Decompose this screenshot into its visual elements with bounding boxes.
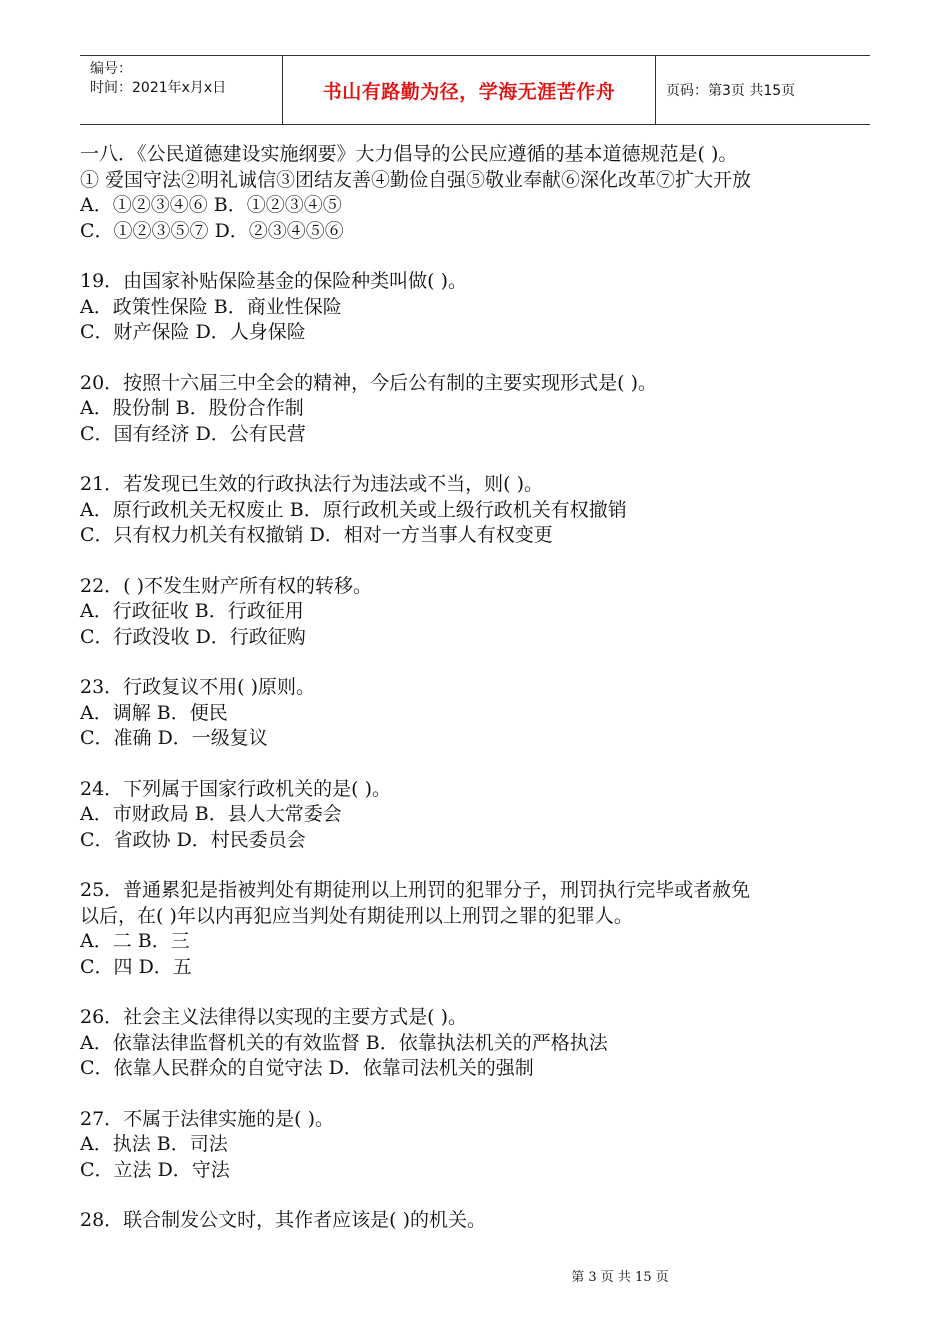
- question-line: A．股份制 B．股份合作制: [80, 397, 304, 419]
- header-motto: 书山有路勤为径，学海无涯苦作舟: [283, 56, 656, 124]
- question-line: A．①②③④⑥ B．①②③④⑤: [80, 194, 342, 216]
- question-list: [80, 142, 880, 1259]
- question-stem: 27．不属于法律实施的是( )。: [80, 1107, 335, 1130]
- question-line: A．市财政局 B．县人大常委会: [80, 803, 342, 825]
- question-line: C．①②③⑤⑦ D．②③④⑤⑥: [80, 219, 344, 242]
- question-block: [80, 1005, 880, 1082]
- question-stem: 23．行政复议不用( )原则。: [80, 676, 316, 698]
- page-footer: 第 3 页 共 15 页: [571, 1270, 669, 1285]
- document-number-label: 编号：: [90, 61, 132, 77]
- question-stem: 一八．《公民道德建设实施纲要》大力倡导的公民应遵循的基本道德规范是( )。: [80, 143, 738, 165]
- question-stem: 25．普通累犯是指被判处有期徒刑以上刑罚的犯罪分子，刑罚执行完毕或者赦免: [80, 879, 751, 901]
- question-line: C．立法 D．守法: [80, 1158, 230, 1181]
- question-block: [80, 574, 880, 651]
- header-page-info: 页码：第3页 共15页: [666, 83, 796, 99]
- question-line: A．行政征收 B．行政征用: [80, 600, 304, 622]
- question-line: A．原行政机关无权废止 B．原行政机关或上级行政机关有权撤销: [80, 498, 627, 521]
- question-block: [80, 472, 880, 549]
- question-line: A．执法 B．司法: [80, 1133, 228, 1155]
- question-line: C．四 D．五: [80, 955, 192, 978]
- question-line: A．二 B．三: [80, 930, 190, 952]
- question-line: ① 爱国守法②明礼诚信③团结友善④勤俭自强⑤敬业奉献⑥深化改革⑦扩大开放: [80, 168, 752, 191]
- question-line: C．只有权力机关有权撤销 D．相对一方当事人有权变更: [80, 524, 553, 546]
- question-line: C．财产保险 D．人身保险: [80, 321, 306, 343]
- question-line: C．准确 D．一级复议: [80, 727, 268, 749]
- question-stem: 21．若发现已生效的行政执法行为违法或不当，则( )。: [80, 473, 544, 495]
- question-stem: 20．按照十六届三中全会的精神，今后公有制的主要实现形式是( )。: [80, 371, 658, 394]
- header-meta: [80, 56, 283, 124]
- page-header: [80, 55, 870, 125]
- question-line: C．依靠人民群众的自觉守法 D．依靠司法机关的强制: [80, 1057, 534, 1079]
- question-block: [80, 1208, 880, 1234]
- question-block: [80, 675, 880, 752]
- question-stem: 22．( )不发生财产所有权的转移。: [80, 574, 373, 597]
- question-line: C．行政没收 D．行政征购: [80, 625, 306, 648]
- question-block: [80, 878, 880, 980]
- question-stem: 26．社会主义法律得以实现的主要方式是( )。: [80, 1006, 468, 1028]
- question-block: [80, 371, 880, 448]
- question-line: C．省政协 D．村民委员会: [80, 828, 306, 851]
- document-time-label: 时间：2021年x月x日: [90, 80, 227, 96]
- question-line: 以后，在( )年以内再犯应当判处有期徒刑以上刑罚之罪的犯罪人。: [80, 904, 633, 927]
- question-block: [80, 777, 880, 854]
- question-block: [80, 142, 880, 244]
- question-stem: 28．联合制发公文时，其作者应该是( )的机关。: [80, 1209, 487, 1231]
- question-line: A．政策性保险 B．商业性保险: [80, 295, 342, 318]
- question-stem: 24．下列属于国家行政机关的是( )。: [80, 777, 392, 800]
- question-line: A．依靠法律监督机关的有效监督 B．依靠执法机关的严格执法: [80, 1031, 608, 1054]
- question-line: A．调解 B．便民: [80, 701, 228, 724]
- question-block: [80, 1107, 880, 1184]
- question-block: [80, 269, 880, 346]
- question-line: C．国有经济 D．公有民营: [80, 422, 306, 445]
- question-stem: 19．由国家补贴保险基金的保险种类叫做( )。: [80, 270, 468, 292]
